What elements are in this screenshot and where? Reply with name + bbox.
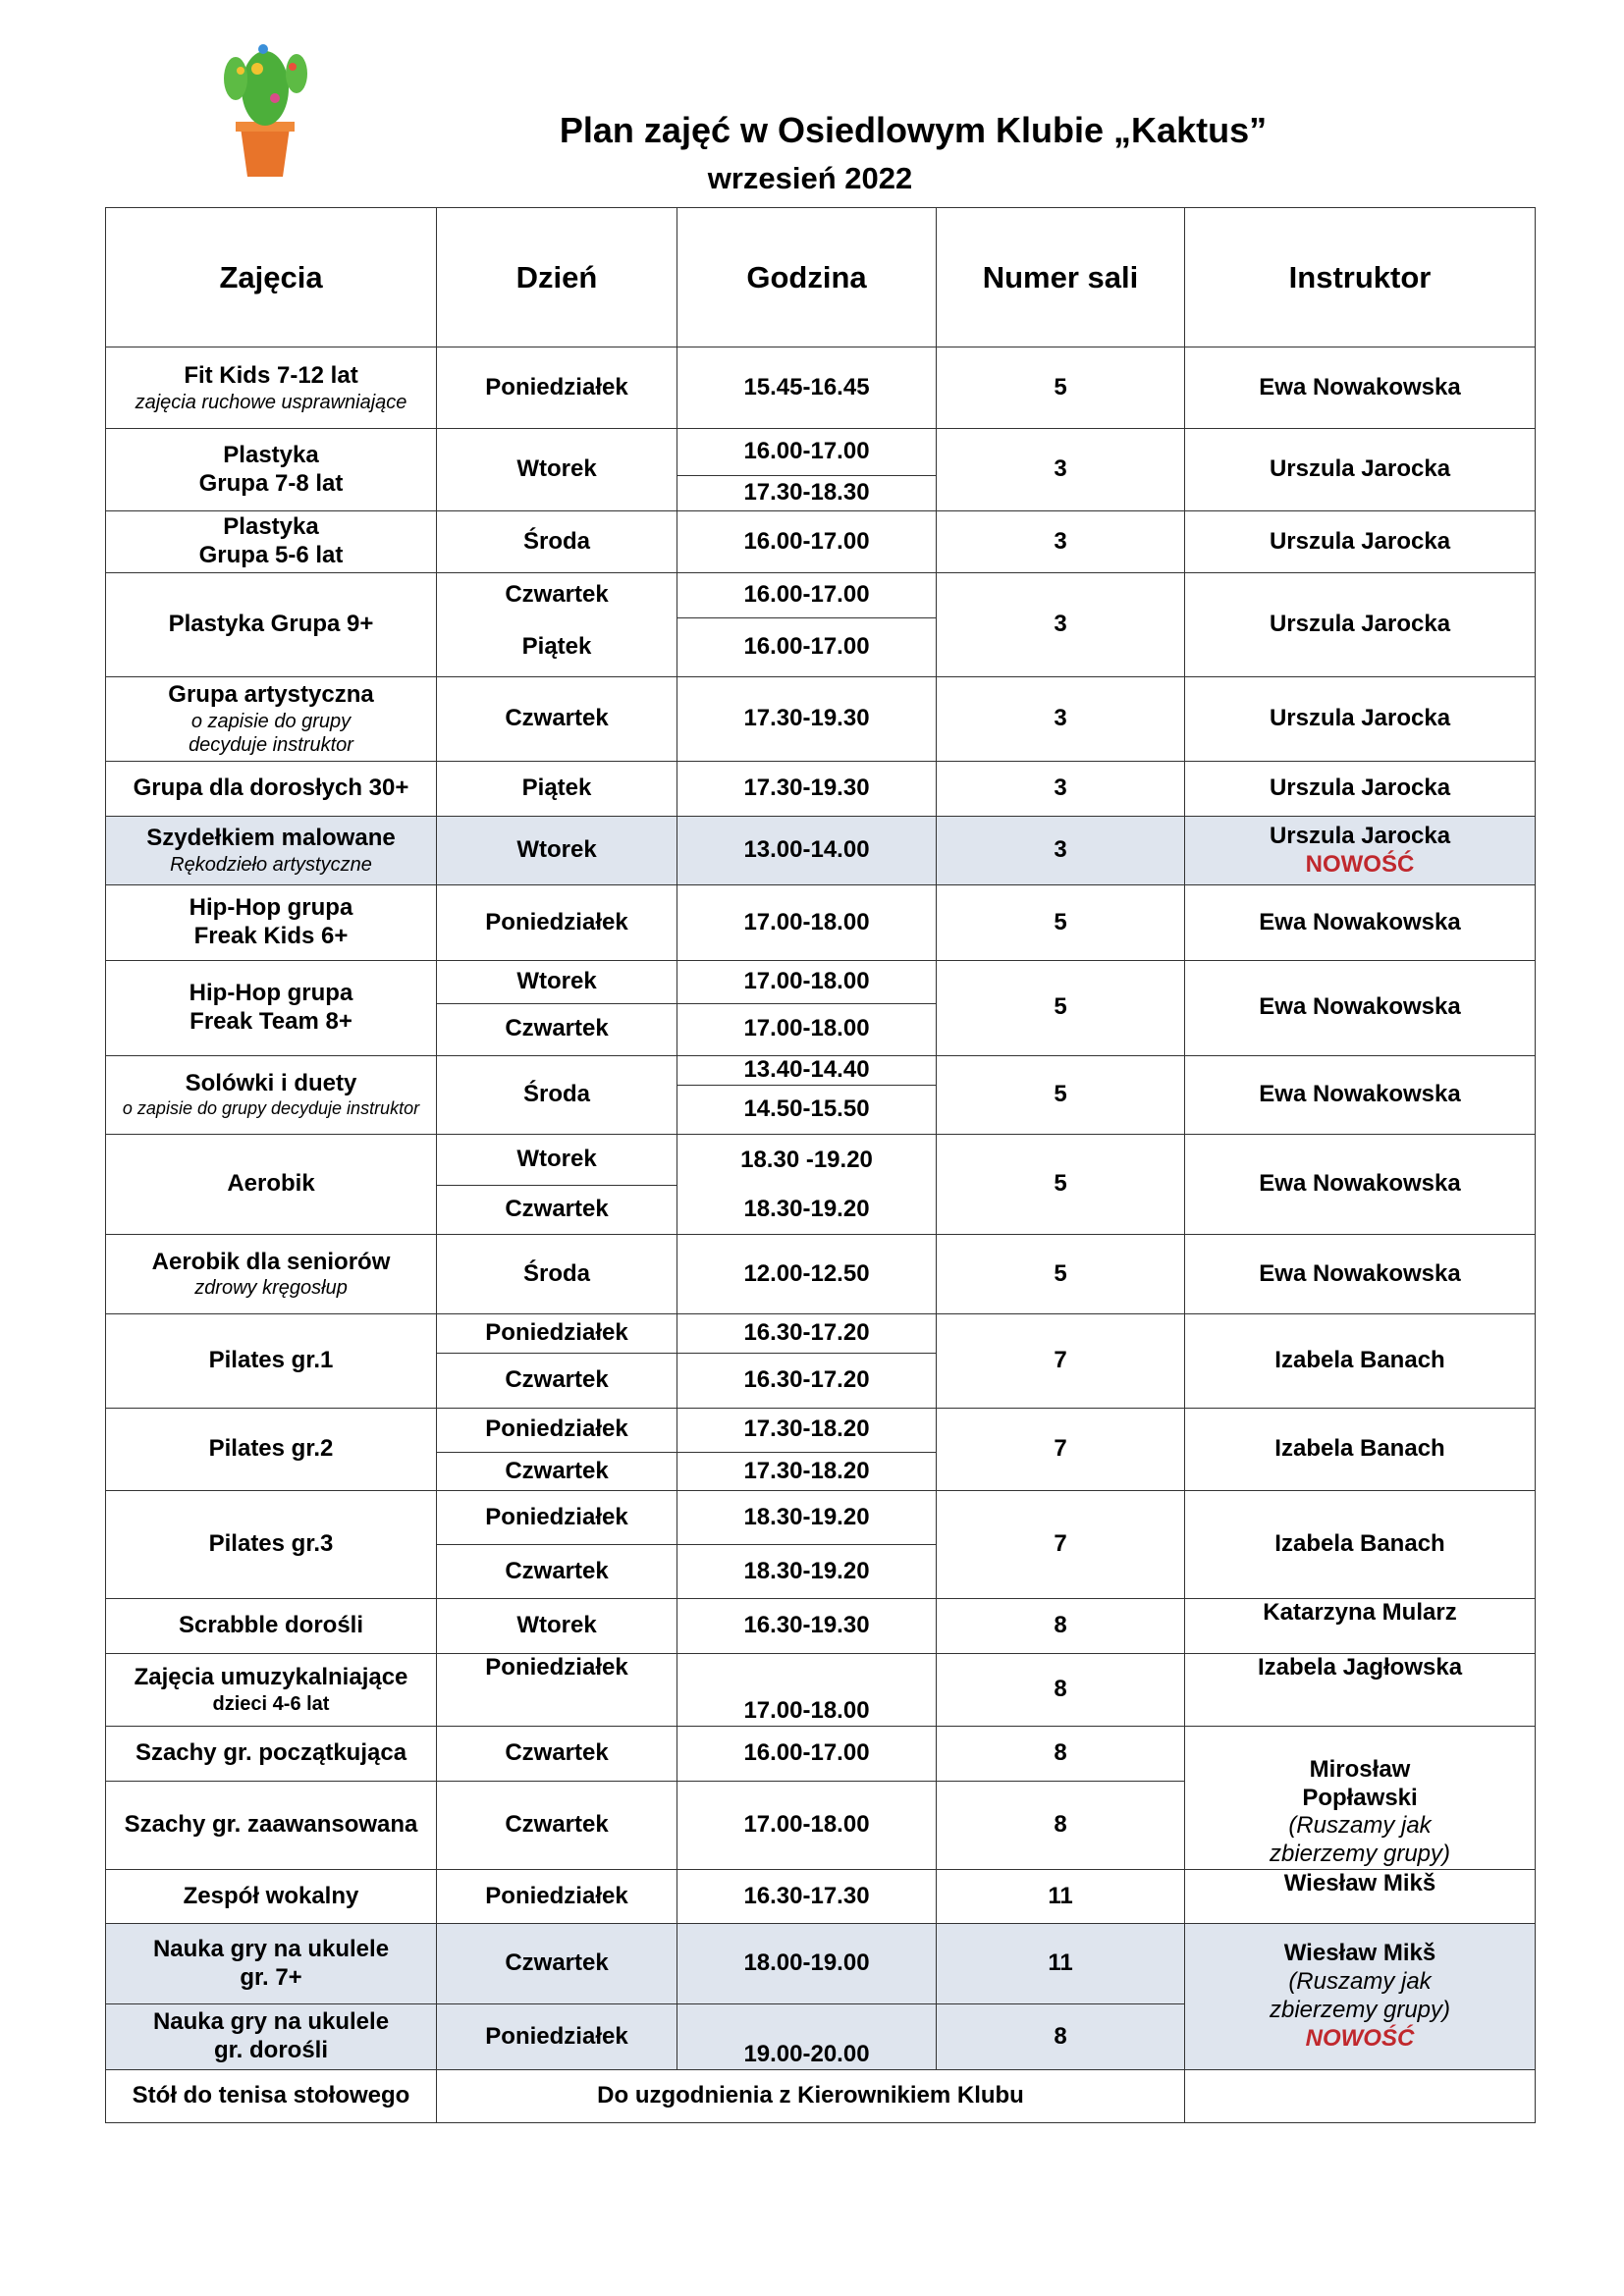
day-cell: Poniedziałek bbox=[437, 885, 677, 960]
day-cell: Piątek bbox=[437, 617, 677, 676]
instructor-cell: Ewa Nowakowska bbox=[1185, 885, 1536, 960]
time-cell: 16.00-17.00 bbox=[677, 1726, 937, 1781]
table-row bbox=[106, 1135, 1536, 1186]
activity-cell: Grupa dla dorosłych 30+ bbox=[106, 762, 437, 817]
table-row bbox=[106, 817, 1536, 885]
day-cell: Czwartek bbox=[437, 676, 677, 761]
instructor-cell: Mirosław Popławski (Ruszamy jak zbierzemy grupy) bbox=[1185, 1726, 1536, 1869]
table-row bbox=[106, 762, 1536, 817]
day-cell: Piątek bbox=[437, 762, 677, 817]
day-cell: Wtorek bbox=[437, 429, 677, 511]
room-cell: 8 bbox=[937, 1599, 1185, 1654]
time-cell: 13.40-14.40 bbox=[677, 1055, 937, 1085]
table-row bbox=[106, 1055, 1536, 1085]
table-row bbox=[106, 885, 1536, 960]
new-badge: NOWOŚĆ bbox=[1305, 2024, 1415, 2052]
header-activity: Zajęcia bbox=[106, 208, 437, 347]
day-cell: Czwartek bbox=[437, 1003, 677, 1055]
time-cell: 17.30-18.20 bbox=[677, 1452, 937, 1490]
activity-cell: Pilates gr.1 bbox=[106, 1313, 437, 1408]
day-cell: Wtorek bbox=[437, 1599, 677, 1654]
activity-cell: Fit Kids 7-12 lat zajęcia ruchowe usprawniające bbox=[106, 347, 437, 429]
day-cell: Czwartek bbox=[437, 1545, 677, 1599]
activity-cell: Plastyka Grupa 7-8 lat bbox=[106, 429, 437, 511]
room-cell: 5 bbox=[937, 1055, 1185, 1134]
room-cell: 11 bbox=[937, 1924, 1185, 2004]
room-cell: 3 bbox=[937, 817, 1185, 885]
room-cell: 3 bbox=[937, 511, 1185, 572]
activity-cell: Pilates gr.2 bbox=[106, 1408, 437, 1490]
page-subtitle: wrzesień 2022 bbox=[707, 161, 913, 195]
instructor-cell: Ewa Nowakowska bbox=[1185, 960, 1536, 1055]
instructor-cell: Ewa Nowakowska bbox=[1185, 1235, 1536, 1313]
activity-cell: Nauka gry na ukulele gr. dorośli bbox=[106, 2004, 437, 2069]
day-cell: Poniedziałek bbox=[437, 2004, 677, 2069]
activity-cell: Nauka gry na ukulele gr. 7+ bbox=[106, 1924, 437, 2004]
table-row bbox=[106, 511, 1536, 572]
instructor-cell: Urszula Jarocka bbox=[1185, 429, 1536, 511]
day-cell: Czwartek bbox=[437, 1726, 677, 1781]
day-cell: Poniedziałek bbox=[437, 1408, 677, 1452]
activity-cell: Plastyka Grupa 9+ bbox=[106, 572, 437, 676]
activity-cell: Zespół wokalny bbox=[106, 1870, 437, 1924]
day-cell: Wtorek bbox=[437, 960, 677, 1003]
instructor-cell: Izabela Banach bbox=[1185, 1408, 1536, 1490]
instructor-cell: Urszula Jarocka bbox=[1185, 762, 1536, 817]
activity-cell: Stół do tenisa stołowego bbox=[106, 2069, 437, 2122]
new-badge: NOWOŚĆ bbox=[1305, 850, 1415, 878]
instructor-cell: Izabela Jagłowska bbox=[1185, 1654, 1536, 1726]
instructor-cell: Wiesław Mikš (Ruszamy jak zbierzemy grupy) NOWOŚĆ bbox=[1185, 1924, 1536, 2069]
table-row bbox=[106, 429, 1536, 476]
time-cell: 16.00-17.00 bbox=[677, 429, 937, 476]
room-cell: 5 bbox=[937, 1235, 1185, 1313]
room-cell: 8 bbox=[937, 1781, 1185, 1869]
day-cell: Czwartek bbox=[437, 1781, 677, 1869]
day-cell: Wtorek bbox=[437, 817, 677, 885]
time-cell: 19.00-20.00 bbox=[677, 2004, 937, 2069]
activity-cell: Hip-Hop grupa Freak Team 8+ bbox=[106, 960, 437, 1055]
room-cell: 8 bbox=[937, 2004, 1185, 2069]
table-row bbox=[106, 1726, 1536, 1781]
room-cell: 3 bbox=[937, 762, 1185, 817]
room-cell: 7 bbox=[937, 1313, 1185, 1408]
day-cell: Poniedziałek bbox=[437, 1491, 677, 1545]
room-cell: 5 bbox=[937, 1135, 1185, 1235]
table-header-row bbox=[106, 208, 1536, 347]
activity-cell: Solówki i duety o zapisie do grupy decyduje instruktor bbox=[106, 1055, 437, 1134]
table-row bbox=[106, 2069, 1536, 2122]
instructor-cell: Wiesław Mikš bbox=[1185, 1870, 1536, 1924]
instructor-cell: Urszula Jarocka bbox=[1185, 572, 1536, 676]
day-cell: Czwartek bbox=[437, 1452, 677, 1490]
room-cell: 8 bbox=[937, 1654, 1185, 1726]
time-cell: 18.30 -19.20 bbox=[677, 1135, 937, 1186]
room-cell: 3 bbox=[937, 429, 1185, 511]
time-cell: 16.30-17.20 bbox=[677, 1313, 937, 1353]
table-row bbox=[106, 347, 1536, 429]
time-cell: 16.30-17.20 bbox=[677, 1353, 937, 1408]
day-cell: Czwartek bbox=[437, 1924, 677, 2004]
instructor-cell: Katarzyna Mularz bbox=[1185, 1599, 1536, 1654]
time-cell: 16.00-17.00 bbox=[677, 617, 937, 676]
time-cell: 16.30-19.30 bbox=[677, 1599, 937, 1654]
time-cell: 13.00-14.00 bbox=[677, 817, 937, 885]
time-cell: 15.45-16.45 bbox=[677, 347, 937, 429]
time-cell: 17.00-18.00 bbox=[677, 960, 937, 1003]
day-cell: Czwartek bbox=[437, 1353, 677, 1408]
day-cell: Poniedziałek bbox=[437, 1870, 677, 1924]
cactus-pot-icon bbox=[196, 29, 334, 187]
instructor-cell: Izabela Banach bbox=[1185, 1491, 1536, 1599]
room-cell: 5 bbox=[937, 347, 1185, 429]
activity-cell: Hip-Hop grupa Freak Kids 6+ bbox=[106, 885, 437, 960]
instructor-cell: Ewa Nowakowska bbox=[1185, 1135, 1536, 1235]
time-cell: 17.00-18.00 bbox=[677, 1003, 937, 1055]
activity-cell: Szydełkiem malowane Rękodzieło artystyczne bbox=[106, 817, 437, 885]
activity-cell: Pilates gr.3 bbox=[106, 1491, 437, 1599]
room-cell: 5 bbox=[937, 960, 1185, 1055]
day-cell: Środa bbox=[437, 1235, 677, 1313]
time-cell: 17.30-18.20 bbox=[677, 1408, 937, 1452]
table-row bbox=[106, 676, 1536, 761]
room-cell: 3 bbox=[937, 676, 1185, 761]
activity-cell: Szachy gr. zaawansowana bbox=[106, 1781, 437, 1869]
note-cell: Do uzgodnienia z Kierownikiem Klubu bbox=[437, 2069, 1185, 2122]
activity-cell: Aerobik bbox=[106, 1135, 437, 1235]
activity-cell: Grupa artystyczna o zapisie do grupy decyduje instruktor bbox=[106, 676, 437, 761]
activity-cell: Szachy gr. początkująca bbox=[106, 1726, 437, 1781]
instructor-cell: Urszula Jarocka NOWOŚĆ bbox=[1185, 817, 1536, 885]
time-cell: 18.30-19.20 bbox=[677, 1186, 937, 1235]
time-cell: 17.30-19.30 bbox=[677, 676, 937, 761]
activity-cell: Scrabble dorośli bbox=[106, 1599, 437, 1654]
day-cell: Poniedziałek bbox=[437, 1313, 677, 1353]
room-cell: 11 bbox=[937, 1870, 1185, 1924]
table-row bbox=[106, 572, 1536, 617]
time-cell: 18.30-19.20 bbox=[677, 1491, 937, 1545]
activity-cell: Aerobik dla seniorów zdrowy kręgosłup bbox=[106, 1235, 437, 1313]
table-row bbox=[106, 1235, 1536, 1313]
table-row bbox=[106, 1313, 1536, 1353]
header-day: Dzień bbox=[437, 208, 677, 347]
day-cell: Wtorek bbox=[437, 1135, 677, 1186]
table-row bbox=[106, 1408, 1536, 1452]
room-cell: 5 bbox=[937, 885, 1185, 960]
table-row bbox=[106, 1599, 1536, 1654]
header-instructor: Instruktor bbox=[1185, 208, 1536, 347]
instructor-cell bbox=[1185, 2069, 1536, 2122]
day-cell: Czwartek bbox=[437, 1186, 677, 1235]
activity-cell: Zajęcia umuzykalniające dzieci 4-6 lat bbox=[106, 1654, 437, 1726]
day-cell: Poniedziałek bbox=[437, 347, 677, 429]
time-cell: 17.00-18.00 bbox=[677, 1781, 937, 1869]
header-time: Godzina bbox=[677, 208, 937, 347]
table-row bbox=[106, 1491, 1536, 1545]
day-cell: Czwartek bbox=[437, 572, 677, 617]
time-cell: 18.00-19.00 bbox=[677, 1924, 937, 2004]
time-cell: 17.30-19.30 bbox=[677, 762, 937, 817]
instructor-cell: Ewa Nowakowska bbox=[1185, 347, 1536, 429]
day-cell: Środa bbox=[437, 1055, 677, 1134]
time-cell: 12.00-12.50 bbox=[677, 1235, 937, 1313]
time-cell: 14.50-15.50 bbox=[677, 1085, 937, 1134]
room-cell: 3 bbox=[937, 572, 1185, 676]
time-cell: 16.00-17.00 bbox=[677, 511, 937, 572]
day-cell: Środa bbox=[437, 511, 677, 572]
room-cell: 7 bbox=[937, 1408, 1185, 1490]
time-cell: 18.30-19.20 bbox=[677, 1545, 937, 1599]
instructor-cell: Izabela Banach bbox=[1185, 1313, 1536, 1408]
instructor-cell: Urszula Jarocka bbox=[1185, 676, 1536, 761]
activity-cell: Plastyka Grupa 5-6 lat bbox=[106, 511, 437, 572]
room-cell: 8 bbox=[937, 1726, 1185, 1781]
day-cell: Poniedziałek bbox=[437, 1654, 677, 1726]
time-cell: 17.30-18.30 bbox=[677, 476, 937, 511]
time-cell: 17.00-18.00 bbox=[677, 1654, 937, 1726]
header-room: Numer sali bbox=[937, 208, 1185, 347]
table-row bbox=[106, 960, 1536, 1003]
table-row bbox=[106, 1870, 1536, 1924]
time-cell: 16.30-17.30 bbox=[677, 1870, 937, 1924]
time-cell: 16.00-17.00 bbox=[677, 572, 937, 617]
instructor-cell: Ewa Nowakowska bbox=[1185, 1055, 1536, 1134]
page-title: Plan zajęć w Osiedlowym Klubie „Kaktus” bbox=[559, 110, 1268, 150]
time-cell: 17.00-18.00 bbox=[677, 885, 937, 960]
schedule-table bbox=[105, 207, 1536, 2123]
room-cell: 7 bbox=[937, 1491, 1185, 1599]
instructor-cell: Urszula Jarocka bbox=[1185, 511, 1536, 572]
table-row bbox=[106, 1654, 1536, 1726]
table-row bbox=[106, 1924, 1536, 2004]
